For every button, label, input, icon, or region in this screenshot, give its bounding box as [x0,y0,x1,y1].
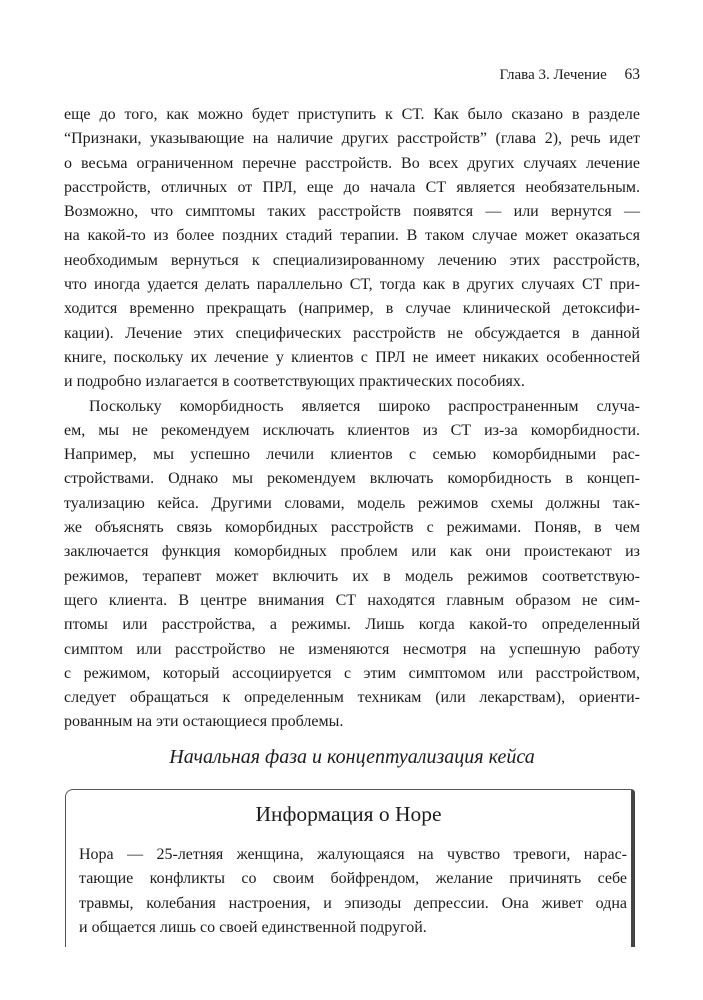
text-line: следует обращаться к определенным техникам (или лекарствам), ориенти- [64,689,640,707]
text-line: щего клиента. В центре внимания СТ находятся главным образом не сим- [64,591,640,609]
text-line: и общается лишь со своей единственной подругой. [79,918,427,936]
paragraph-2 [64,395,640,735]
page-number: 63 [624,66,640,83]
text-line: рованным на эти остающиеся проблемы. [64,713,344,731]
text-line: кации). Лечение этих специфических расстройств не обсуждается в данной [64,324,640,342]
text-line: необходимым вернуться к специализированному лечению этих расстройств, [64,251,640,269]
text-line: Например, мы успешно лечили клиентов с семью коморбидными рас- [64,446,640,464]
text-line: что иногда удается делать параллельно СТ, тогда как в других случаях СТ при- [64,276,640,294]
text-line: симптом или расстройство не изменяются несмотря на успешную работу [64,640,640,658]
text-line: стройствами. Однако мы рекомендуем включать коморбидность в концеп- [64,470,640,488]
text-line: режимов, терапевт может включить их в модель режимов соответствую- [64,567,640,585]
text-line: с режимом, который ассоциируется с этим симптомом или расстройством, [64,664,640,682]
text-line: книге, поскольку их лечение у клиентов с ПРЛ не имеет никаких особенностей [64,348,640,366]
text-line: “Признаки, указывающие на наличие других расстройств” (глава 2), речь идет [64,130,640,148]
info-box-title: Информация о Норе [255,802,442,826]
text-line: туализацию кейса. Другими словами, модель режимов схемы должны так- [64,494,640,512]
text-line: тающие конфликты со своим бойфрендом, желание причинять себе [79,870,627,888]
main-text [64,103,640,735]
text-line: расстройств, отличных от ПРЛ, еще до начала СТ является необязательным. [64,178,640,196]
text-line: ем, мы не рекомендуем исключать клиентов из СТ из-за коморбидности. [64,421,640,439]
text-line: на какой-то из более поздних стадий терапии. В таком случае может оказаться [64,227,640,245]
paragraph-1 [64,103,640,395]
section-heading: Начальная фаза и концептуализация кейса [169,746,535,768]
text-line: ходится временно прекращать (например, в случае клинической детоксифи- [64,300,640,318]
running-header [500,66,641,84]
text-line: заключается функция коморбидных проблем или как они проистекают из [64,543,640,561]
text-line: и подробно излагается в соответствующих практических пособиях. [64,373,525,391]
chapter-title: Глава 3. Лечение [499,67,607,83]
text-line: травмы, колебания настроения, и эпизоды депрессии. Она живет одна [79,894,627,912]
info-box [65,789,635,947]
text-line: же объяснять связь коморбидных расстройств с режимами. Поняв, в чем [64,519,640,537]
text-line: Нора — 25-летняя женщина, жалующаяся на чувство тревоги, нарас- [79,846,627,863]
info-box-body [79,843,627,940]
text-line: Поскольку коморбидность является широко распространенным случа- [89,397,640,415]
text-line: о весьма ограниченном перечне расстройств. Во всех других случаях лечение [64,154,640,172]
text-line: еще до того, как можно будет приступить к СТ. Как было сказано в разделе [64,106,640,123]
text-line: птомы или расстройства, а режимы. Лишь когда какой-то определенный [64,616,640,634]
text-line: Возможно, что симптомы таких расстройств появятся — или вернутся — [64,203,640,221]
